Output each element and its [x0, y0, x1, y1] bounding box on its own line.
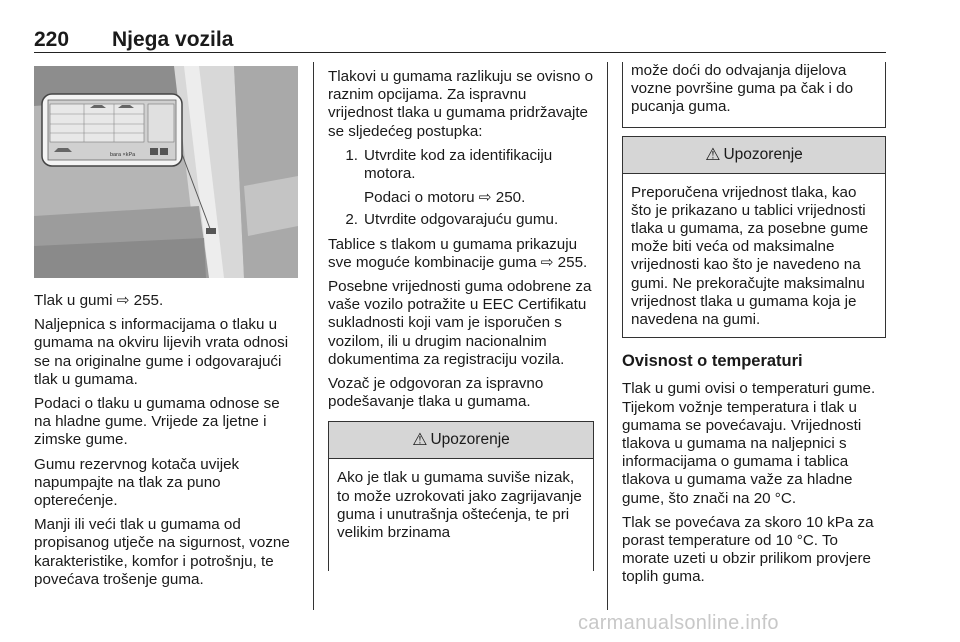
- warning-triangle-icon: ⚠: [412, 430, 428, 450]
- step-number: 2.: [345, 211, 358, 229]
- warning-title: Upozorenje: [430, 431, 510, 449]
- page-header: [34, 28, 886, 50]
- list-item: [328, 147, 594, 208]
- warning-text-continued: može doći do odvajanja dijelova vozne površine guma pa čak i do pucanja guma.: [631, 62, 854, 116]
- column-2: [328, 68, 594, 579]
- paragraph: Tlakovi u gumama razlikuju se ovisno o raznim opcijama. Za ispravnu vrijednost tlaka u gumama pridržavajte se sljedećeg postupka:: [328, 68, 594, 140]
- door-frame-illustration: [34, 66, 298, 278]
- warning-box: [328, 421, 594, 571]
- warning-header: [623, 137, 885, 174]
- paragraph: Podaci o tlaku u gumama odnose se na hladne gume. Vrijede za ljetne i zimske gume.: [34, 395, 280, 449]
- warning-box-continued: [622, 62, 886, 128]
- warning-triangle-icon: ⚠: [705, 144, 721, 164]
- paragraph-cross-ref: Tlak u gumi ⇨ 255.: [34, 292, 164, 309]
- column-divider-1: [313, 62, 314, 610]
- header-rule: [34, 52, 886, 53]
- section-heading: Ovisnost o temperaturi: [622, 352, 803, 371]
- page-number: 220: [34, 28, 70, 51]
- step-number: 1.: [345, 146, 358, 164]
- paragraph: Manji ili veći tlak u gumama od propisanog utječe na sigurnost, vozne karakteristike, komfor i potrošnju, te povećava trošenje guma.: [34, 516, 290, 588]
- warning-box: [622, 136, 886, 339]
- chapter-title: Njega vozila: [112, 28, 234, 51]
- watermark: carmanualsonline.info: [578, 612, 779, 634]
- step-list: [328, 147, 594, 230]
- paragraph: Tlak se povećava za skoro 10 kPa za porast temperature od 10 °C. To morate uzeti u obzir prilikom provjere toplih guma.: [622, 513, 874, 586]
- warning-text: Preporučena vrijednost tlaka, kao što je prikazano u tablici vrijednosti tlaka u gumama, za posebne gume može biti veća od maksimalne vrijednosti kao što je navedeno na gumi. Ne prekoračujte maksimalnu vrijednost tlaka u gumama koja je navedena na gumi.: [631, 183, 869, 329]
- paragraph: Gumu rezervnog kotača uvijek napumpajte na tlak za puno opterećenje.: [34, 455, 240, 510]
- paragraph: Tablice s tlakom u gumama prikazuju sve moguće kombinacije guma ⇨ 255.: [328, 235, 588, 271]
- warning-header: [329, 422, 593, 459]
- tyre-label-figure: [34, 66, 298, 278]
- warning-text: Ako je tlak u gumama suviše nizak, to može uzrokovati jako zagrijavanje guma i unutrašnja oštećenja, te pri velikim brzinama: [337, 469, 582, 542]
- column-divider-2: [607, 62, 608, 610]
- paragraph: Vozač je odgovoran za ispravno podešavanje tlaka u gumama.: [328, 375, 544, 411]
- paragraph: Posebne vrijednosti guma odobrene za vaše vozilo potražite u EEC Certifikatu sukladnosti koji vam je isporučen s vozilom, ili u drugim nacionalnim dokumentima za registraciju vozila.: [328, 278, 592, 368]
- warning-title: Upozorenje: [723, 145, 803, 163]
- label-grid-units: bara ×kPa: [110, 152, 136, 158]
- step-text: Utvrdite kod za identifikaciju motora.: [364, 146, 553, 183]
- column-1: [34, 292, 299, 595]
- step-text: Utvrdite odgovarajuću gumu.: [364, 211, 559, 229]
- paragraph: Naljepnica s informacijama o tlaku u gumama na okviru lijevih vrata odnosi se na originalne gume i odgovarajući tlak u gumama.: [34, 316, 289, 388]
- column-3: [622, 62, 886, 593]
- step-subtext: Podaci o motoru ⇨ 250.: [364, 189, 526, 207]
- paragraph: Tlak u gumi ovisi o temperaturi gume. Tijekom vožnje temperatura i tlak u gumama se povećavaju. Vrijednosti tlakova u gumama na naljepnici s informacijama o gumama i tablica tlakova u gumama važe za hladne gume, što znači na 20 °C.: [622, 380, 876, 507]
- list-item: [328, 211, 594, 229]
